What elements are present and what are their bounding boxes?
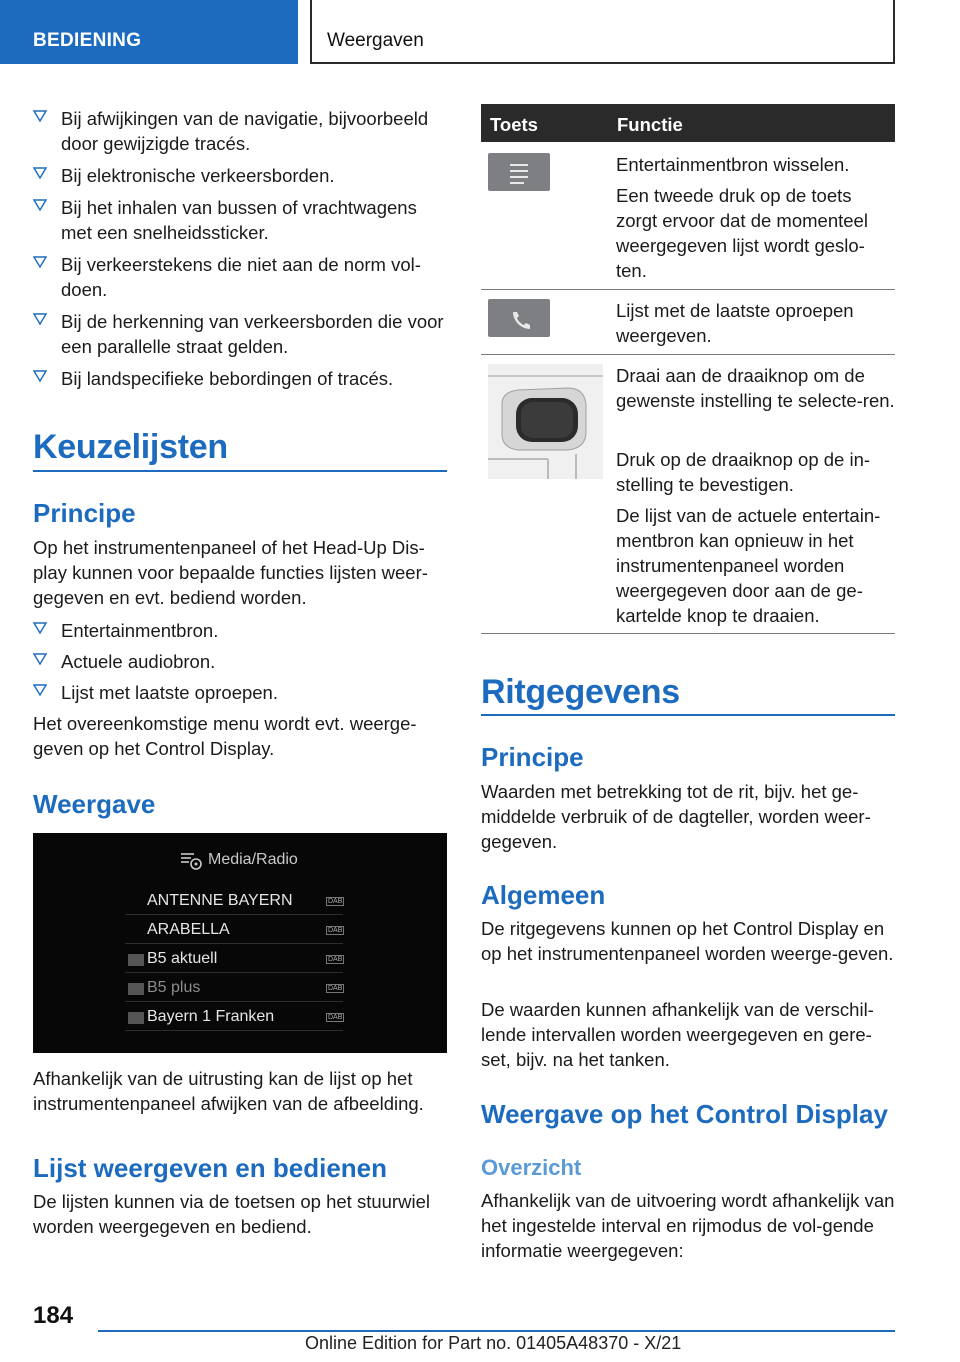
list-item: Actuele audiobron. — [33, 649, 447, 675]
principe-paragraph: Waarden met betrekking tot de rit, bijv. het ge-middelde verbruik of de dagteller, worden weer-gegeven. — [481, 781, 871, 852]
principe-paragraph: Op het instrumentenpaneel of het Head-Up Dis-play kunnen voor bepaalde functies lijsten weer-gegeven en evt. bediend worden. — [33, 537, 428, 608]
table-divider — [481, 354, 895, 355]
section-tab — [0, 0, 298, 64]
list-item: Bij verkeerstekens die niet aan de norm vol-doen. — [33, 252, 447, 304]
media-radio-icon — [178, 849, 204, 871]
chapter-label: Weergaven — [327, 30, 424, 51]
triangle-bullet-icon — [33, 166, 47, 180]
table-row-1-text-1: Entertainmentbron wisselen. — [616, 154, 850, 175]
station-logo-icon — [128, 954, 144, 966]
table-divider — [481, 289, 895, 290]
list-key-button-image — [488, 153, 550, 191]
heading-weergave: Weergave — [33, 789, 156, 819]
triangle-bullet-icon — [33, 652, 47, 666]
dab-badge: DAB — [328, 1014, 343, 1021]
screen-caption: Afhankelijk van de uitrusting kan de lijst op het instrumentenpaneel afwijken van de afbeelding. — [33, 1068, 424, 1114]
triangle-bullet-icon — [33, 683, 47, 697]
heading-rule — [481, 714, 895, 716]
dab-badge: DAB — [328, 985, 343, 992]
table-row-3-text-1: Draai aan de draaiknop om de gewenste instelling te selecte-ren. — [616, 365, 895, 411]
col-header-toets: Toets — [490, 114, 538, 135]
triangle-bullet-icon — [33, 621, 47, 635]
list-item: Bij de herkenning van verkeersborden die voor een parallelle straat gelden. — [33, 309, 447, 361]
table-row-3-text-2: Druk op de draaiknop op de in-stelling te bevestigen. — [616, 449, 871, 495]
table-row-1-text-2: Een tweede druk op de toets zorgt ervoor dat de momenteel weergegeven lijst wordt geslo-ten. — [616, 185, 868, 281]
list-item: Bij elektronische verkeersborden. — [33, 163, 447, 189]
list-item: B5 aktuell DAB — [125, 946, 343, 973]
list-item: Bayern 1 Franken DAB — [125, 1004, 343, 1031]
station-logo-icon — [128, 1012, 144, 1024]
section-label: BEDIENING — [33, 30, 142, 51]
heading-overzicht: Overzicht — [481, 1155, 582, 1180]
triangle-bullet-icon — [33, 255, 47, 269]
table-row-2-text-1: Lijst met de laatste oproepen weergeven. — [616, 300, 854, 346]
page-number: 184 — [33, 1302, 74, 1329]
overzicht-paragraph: Afhankelijk van de uitvoering wordt afhankelijk van het ingestelde interval en rijmodus de vol-gende informatie weergegeven: — [481, 1190, 895, 1261]
menu-paragraph: Het overeenkomstige menu wordt evt. weerge-geven op het Control Display. — [33, 713, 417, 759]
list-item: Bij landspecifieke bebordingen of tracés. — [33, 366, 447, 392]
edition-note: Online Edition for Part no. 01405A48370 - X/21 — [305, 1333, 682, 1353]
list-item: Bij afwijkingen van de navigatie, bijvoorbeeld door gewijzigde tracés. — [33, 106, 447, 158]
screen-title: Media/Radio — [208, 851, 298, 868]
lijst-paragraph: De lijsten kunnen via de toetsen op het stuurwiel worden weergegeven en bediend. — [33, 1191, 430, 1237]
algemeen-paragraph-1: De ritgegevens kunnen op het Control Display en op het instrumentenpaneel worden weerge-geven. — [481, 918, 894, 964]
heading-ritgegevens: Ritgegevens — [481, 673, 680, 711]
table-header — [481, 104, 895, 142]
heading-rule — [33, 470, 447, 472]
phone-icon — [488, 299, 550, 337]
triangle-bullet-icon — [33, 109, 47, 123]
triangle-bullet-icon — [33, 198, 47, 212]
heading-principe: Principe — [33, 498, 136, 528]
list-item: ANTENNE BAYERN DAB — [125, 888, 343, 915]
heading-lijst-weergeven: Lijst weergeven en bedienen — [33, 1153, 387, 1183]
list-item: Bij het inhalen van bussen of vrachtwagens met een snelheidssticker. — [33, 195, 447, 247]
dab-badge: DAB — [328, 927, 343, 934]
heading-principe: Principe — [481, 742, 584, 772]
list-icon — [488, 153, 550, 191]
triangle-bullet-icon — [33, 312, 47, 326]
call-key-button-image — [488, 299, 550, 337]
heading-algemeen: Algemeen — [481, 880, 606, 910]
station-logo-icon — [128, 983, 144, 995]
table-divider — [481, 633, 895, 634]
heading-keuzelijsten: Keuzelijsten — [33, 428, 228, 466]
list-item: Entertainmentbron. — [33, 618, 447, 644]
table-row-3-text-3: De lijst van de actuele entertain-mentbron kan opnieuw in het instrumentenpaneel worden weergegeven door aan de ge-kartelde knop te draaien. — [616, 505, 881, 626]
triangle-bullet-icon — [33, 369, 47, 383]
media-radio-screen-image — [33, 833, 447, 1053]
chapter-box — [310, 0, 895, 64]
heading-control-display: Weergave op het Control Display — [481, 1099, 888, 1129]
footer-rule — [98, 1330, 895, 1332]
algemeen-paragraph-2: De waarden kunnen afhankelijk van de verschil-lende intervallen worden weergegeven en gere-set, bijv. na het tanken. — [481, 999, 874, 1070]
list-item: B5 plus DAB — [125, 975, 343, 1002]
list-item: Lijst met laatste oproepen. — [33, 680, 447, 706]
col-header-functie: Functie — [617, 114, 683, 135]
dab-badge: DAB — [328, 898, 343, 905]
list-item: ARABELLA DAB — [125, 917, 343, 944]
knurled-knob-image — [488, 364, 603, 479]
dab-badge: DAB — [328, 956, 343, 963]
